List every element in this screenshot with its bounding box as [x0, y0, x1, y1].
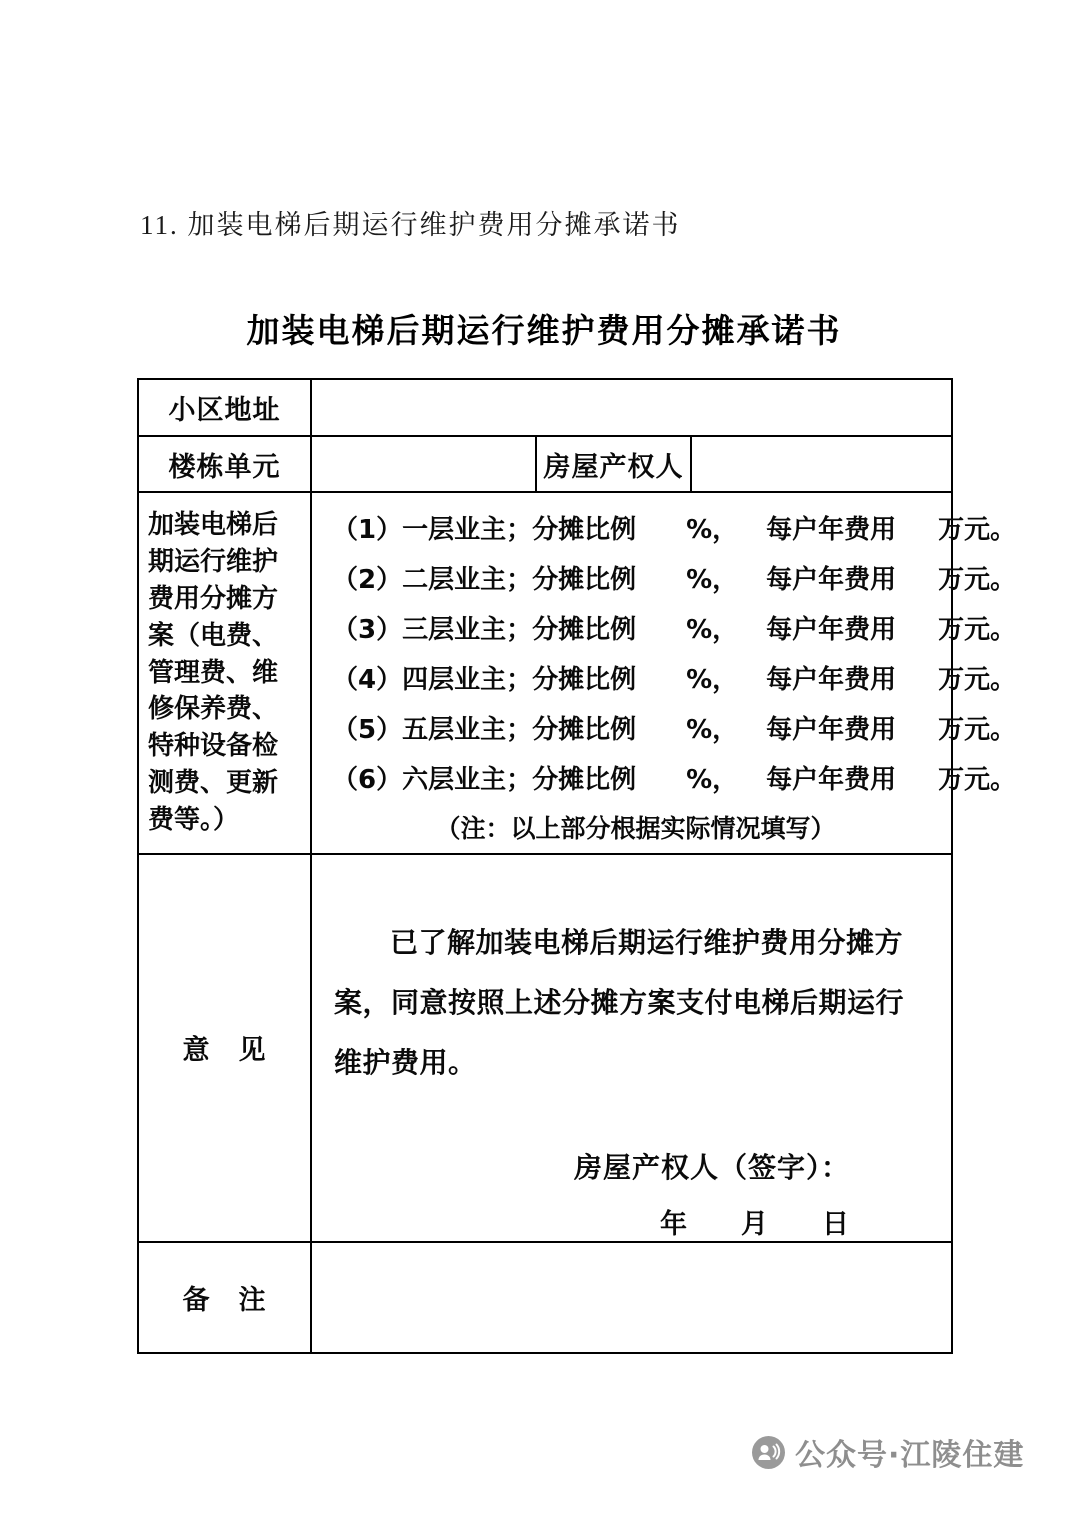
plan-line-fee-label: 每户年费用: [766, 515, 897, 545]
plan-line-floor4: [332, 659, 1017, 696]
table-row: [138, 854, 952, 1242]
owner-signature-label: 房屋产权人（签字）：: [574, 1150, 851, 1184]
plan-line-percent: %，: [686, 715, 739, 745]
plan-line-percent: %，: [686, 565, 739, 595]
remark-value-cell: [311, 1242, 952, 1353]
plan-note: （注：以上部分根据实际情况填写）: [435, 814, 836, 843]
plan-line-percent: %，: [686, 515, 739, 545]
plan-line-prefix: （4）四层业主；分摊比例: [332, 665, 637, 695]
property-owner-value-cell: [691, 436, 952, 492]
plan-line-unit: 万元。: [938, 715, 1017, 745]
table-row: [138, 1242, 952, 1353]
plan-line-percent: %，: [686, 665, 739, 695]
plan-line-unit: 万元。: [938, 615, 1017, 645]
table-row: [138, 492, 952, 854]
plan-line-prefix: （2）二层业主；分摊比例: [332, 565, 637, 595]
plan-line-fee-label: 每户年费用: [766, 765, 897, 795]
plan-line-unit: 万元。: [938, 565, 1017, 595]
plan-line-floor3: [332, 609, 1017, 646]
plan-line-floor6: [332, 759, 1017, 796]
remark-label: 备 注: [138, 1242, 311, 1353]
plan-line-unit: 万元。: [938, 665, 1017, 695]
plan-line-percent: %，: [686, 615, 739, 645]
plan-line-prefix: （6）六层业主；分摊比例: [332, 765, 637, 795]
plan-line-prefix: （3）三层业主；分摊比例: [332, 615, 637, 645]
plan-line-fee-label: 每户年费用: [766, 665, 897, 695]
plan-line-unit: 万元。: [938, 515, 1017, 545]
footer-account-label: 公众号·江陵住建: [795, 1438, 1025, 1473]
plan-line-fee-label: 每户年费用: [766, 715, 897, 745]
community-address-value-cell: [311, 379, 952, 436]
plan-line-floor2: [332, 559, 1017, 596]
plan-line-percent: %，: [686, 765, 739, 795]
wechat-official-account-icon: [752, 1436, 785, 1469]
opinion-label: 意 见: [138, 854, 311, 1242]
footer: [752, 1430, 1024, 1474]
plan-line-fee-label: 每户年费用: [766, 615, 897, 645]
plan-line-prefix: （5）五层业主；分摊比例: [332, 715, 637, 745]
table-row: [138, 379, 952, 436]
building-unit-label: 楼栋单元: [138, 436, 311, 492]
plan-line-fee-label: 每户年费用: [766, 565, 897, 595]
commitment-table: [137, 378, 1017, 1354]
opinion-cell: [311, 854, 952, 1242]
community-address-label: 小区地址: [138, 379, 311, 436]
plan-line-floor5: [332, 709, 1017, 746]
building-unit-value-cell: [311, 436, 536, 492]
plan-line-unit: 万元。: [938, 765, 1017, 795]
section-heading: 11. 加装电梯后期运行维护费用分摊承诺书: [140, 210, 681, 240]
date-placeholder: 年 月 日: [660, 1208, 849, 1240]
plan-line-floor1: [332, 509, 1017, 546]
opinion-body-text: 已了解加装电梯后期运行维护费用分摊方案，同意按照上述分摊方案支付电梯后期运行维护费用。: [334, 926, 905, 1080]
maintenance-plan-cell: [311, 492, 1017, 854]
property-owner-label: 房屋产权人: [536, 436, 691, 492]
plan-line-prefix: （1）一层业主；分摊比例: [332, 515, 637, 545]
table-row: [138, 436, 952, 492]
document-title: 加装电梯后期运行维护费用分摊承诺书: [246, 311, 842, 350]
maintenance-plan-label: 加装电梯后期运行维护费用分摊方案（电费、管理费、维修保养费、特种设备检测费、更新费等。）: [138, 492, 311, 854]
